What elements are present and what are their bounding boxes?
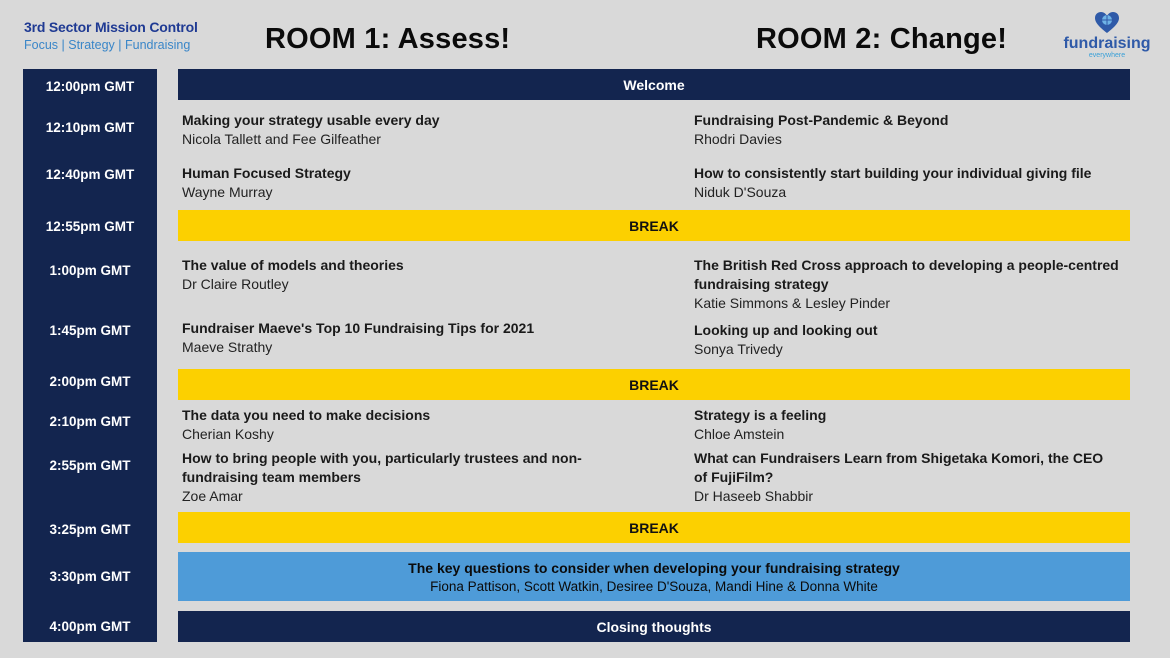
session-speaker: Dr Claire Routley xyxy=(182,276,289,292)
welcome-bar: Welcome xyxy=(178,69,1130,100)
time-slot: 12:00pm GMT xyxy=(45,79,135,94)
room1-title: ROOM 1: Assess! xyxy=(265,23,511,55)
break-bar: BREAK xyxy=(178,369,1130,400)
time-slot: 12:40pm GMT xyxy=(45,167,135,182)
session-speaker: Wayne Murray xyxy=(182,184,273,200)
room2-session xyxy=(694,406,1134,444)
session-speaker: Dr Haseeb Shabbir xyxy=(694,488,814,504)
session-speaker: Katie Simmons & Lesley Pinder xyxy=(694,295,891,311)
keynote-speakers: Fiona Pattison, Scott Watkin, Desiree D'Souza, Mandi Hine & Donna White xyxy=(430,578,878,594)
keynote-bar xyxy=(178,552,1130,601)
session-title: Fundraising Post-Pandemic & Beyond xyxy=(694,112,949,128)
time-column xyxy=(23,69,157,642)
time-slot: 12:55pm GMT xyxy=(45,219,135,234)
time-slot: 4:00pm GMT xyxy=(49,619,131,634)
session-speaker: Chloe Amstein xyxy=(694,426,785,442)
room1-session xyxy=(182,164,632,202)
session-speaker: Zoe Amar xyxy=(182,488,243,504)
session-title: How to consistently start building your individual giving file xyxy=(694,165,1092,181)
session-title: The value of models and theories xyxy=(182,257,404,273)
brand-tagline: Focus | Strategy | Fundraising xyxy=(24,38,191,52)
brand-block xyxy=(24,19,198,52)
room1-session xyxy=(182,449,612,506)
fundraising-everywhere-logo xyxy=(1062,11,1152,63)
time-slot: 2:00pm GMT xyxy=(49,374,131,389)
brand-name: 3rd Sector Mission Control xyxy=(24,19,198,35)
session-title: What can Fundraisers Learn from Shigetaka Komori, the CEO of FujiFilm? xyxy=(694,450,1104,485)
room2-session xyxy=(694,449,1104,506)
session-title: Looking up and looking out xyxy=(694,322,878,338)
time-slot: 2:10pm GMT xyxy=(49,414,131,429)
room1-session xyxy=(182,406,632,444)
heart-globe-icon xyxy=(1094,11,1120,35)
time-slot: 1:00pm GMT xyxy=(49,263,131,278)
time-slot: 1:45pm GMT xyxy=(49,323,131,338)
room1-session xyxy=(182,256,632,294)
room1-session xyxy=(182,111,632,149)
session-speaker: Niduk D'Souza xyxy=(694,184,787,200)
room2-session xyxy=(694,321,1134,359)
break-bar: BREAK xyxy=(178,512,1130,543)
session-title: The data you need to make decisions xyxy=(182,407,431,423)
keynote-title: The key questions to consider when developing your fundraising strategy xyxy=(408,559,900,576)
session-speaker: Cherian Koshy xyxy=(182,426,274,442)
session-title: Fundraiser Maeve's Top 10 Fundraising Tips for 2021 xyxy=(182,320,535,336)
session-title: How to bring people with you, particularly trustees and non-fundraising team members xyxy=(182,450,582,485)
session-speaker: Rhodri Davies xyxy=(694,131,782,147)
time-slot: 12:10pm GMT xyxy=(45,120,135,135)
room2-session xyxy=(694,164,1134,202)
session-title: Making your strategy usable every day xyxy=(182,112,440,128)
session-speaker: Maeve Strathy xyxy=(182,339,273,355)
room2-title: ROOM 2: Change! xyxy=(756,23,1008,55)
time-slot: 3:30pm GMT xyxy=(49,569,131,584)
session-title: The British Red Cross approach to developing a people-centred fundraising strategy xyxy=(694,257,1119,292)
time-slot: 3:25pm GMT xyxy=(49,522,131,537)
break-bar: BREAK xyxy=(178,210,1130,241)
session-speaker: Sonya Trivedy xyxy=(694,341,783,357)
closing-bar: Closing thoughts xyxy=(178,611,1130,642)
logo-sub: everywhere xyxy=(1088,52,1126,59)
room1-session xyxy=(182,319,632,357)
session-title: Human Focused Strategy xyxy=(182,165,351,181)
session-speaker: Nicola Tallett and Fee Gilfeather xyxy=(182,131,381,147)
time-slot: 2:55pm GMT xyxy=(49,458,131,473)
logo-word: fundraising xyxy=(1063,35,1151,52)
room2-session xyxy=(694,256,1134,313)
room2-session xyxy=(694,111,1134,149)
session-title: Strategy is a feeling xyxy=(694,407,827,423)
